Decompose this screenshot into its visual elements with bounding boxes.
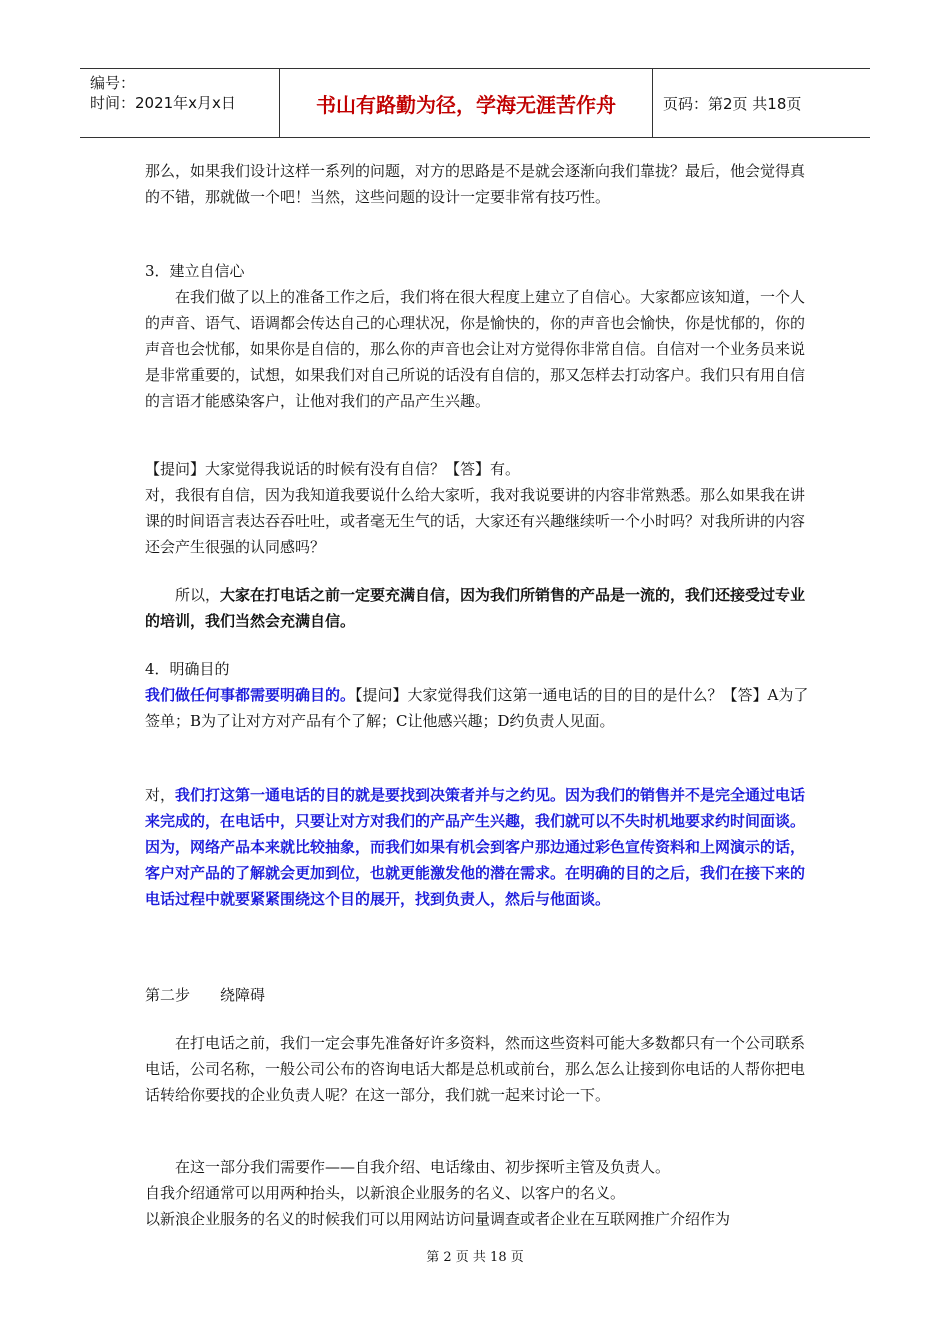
paragraph-intro-methods: 自我介绍通常可以用两种抬头，以新浪企业服务的名义、以客户的名义。 — [145, 1184, 626, 1202]
header-page-info: 页码：第2页 共18页 — [663, 94, 802, 113]
paragraph-purpose — [145, 682, 810, 734]
paragraph-obstacles: 在打电话之前，我们一定会事先准备好许多资料，然而这些资料可能大多数都只有一个公司联系电话，公司名称，一般公司公布的咨询电话大都是总机或前台，那么怎么让接到你电话的人帮你把电话转给你要找的企业负责人呢？在这一部分，我们就一起来讨论一下。 — [145, 1034, 806, 1104]
paragraph-sina: 以新浪企业服务的名义的时候我们可以用网站访问量调查或者企业在互联网推广介绍作为 — [145, 1210, 731, 1228]
paragraph-intro: 那么，如果我们设计这样一系列的问题，对方的思路是不是就会逐渐向我们靠拢？最后，他会觉得真的不错，那就做一个吧！当然，这些问题的设计一定要非常有技巧性。 — [145, 162, 806, 206]
conclusion-bold: 大家在打电话之前一定要充满自信，因为我们所销售的产品是一流的，我们还接受过专业的培训，我们当然会充满自信。 — [145, 586, 806, 630]
paragraph-answer: 对，我很有自信，因为我知道我要说什么给大家听，我对我说要讲的内容非常熟悉。那么如果我在讲课的时间语言表达吞吞吐吐，或者毫无生气的话，大家还有兴趣继续听一个小时吗？对我所讲的内容还会产生很强的认同感吗？ — [145, 486, 806, 556]
header-date: 时间：2021年x月x日 — [90, 94, 236, 112]
header-number: 编号： — [90, 74, 136, 92]
page-header — [80, 68, 870, 138]
paragraph-conclusion — [145, 582, 810, 634]
purpose-blue: 我们做任何事都需要明确目的。 — [145, 686, 356, 704]
question-confidence: 【提问】大家觉得我说话的时候有没有自信？【答】有。 — [145, 460, 521, 478]
conclusion-prefix: 所以， — [175, 586, 221, 604]
paragraph-tasks: 在这一部分我们需要作——自我介绍、电话缘由、初步探听主管及负责人。 — [175, 1158, 671, 1176]
paragraph-goal — [145, 782, 810, 912]
section-heading-4: 4．明确目的 — [145, 660, 230, 678]
page-footer: 第 2 页 共 18 页 — [426, 1250, 524, 1265]
header-meta — [80, 69, 280, 137]
paragraph-confidence: 在我们做了以上的准备工作之后，我们将在很大程度上建立了自信心。大家都应该知道，一个人的声音、语气、语调都会传达自己的心理状况，你是愉快的，你的声音也会愉快，你是忧郁的，你的声音也会忧郁，如果你是自信的，那么你的声音也会让对方觉得你非常自信。自信对一个业务员来说是非常重要的，试想，如果我们对自己所说的话没有自信的，那又怎样去打动客户。我们只有用自信的言语才能感染客户，让他对我们的产品产生兴趣。 — [145, 288, 806, 410]
goal-blue: 我们打这第一通电话的目的就是要找到决策者并与之约见。因为我们的销售并不是完全通过电话来完成的，在电话中，只要让对方对我们的产品产生兴趣，我们就可以不失时机地要求约时间面谈。因为，网络产品本来就比较抽象，而我们如果有机会到客户那边通过彩色宣传资料和上网演示的话，客户对产品的了解就会更加到位，也就更能激发他的潜在需求。在明确的目的之后，我们在接下来的电话过程中就要紧紧围绕这个目的展开，找到负责人，然后与他面谈。 — [145, 786, 806, 908]
header-motto: 书山有路勤为径，学海无涯苦作舟 — [280, 69, 653, 137]
goal-prefix: 对， — [145, 786, 176, 804]
purpose-question: 【提问】大家觉得我们这第一通电话的目的目的是什么？【答】A为了签单；B为了让对方对产品有个了解；C让他感兴趣；D约负责人见面。 — [145, 686, 809, 730]
step-two-heading: 第二步 绕障碍 — [145, 986, 266, 1004]
section-heading-3: 3．建立自信心 — [145, 262, 245, 280]
